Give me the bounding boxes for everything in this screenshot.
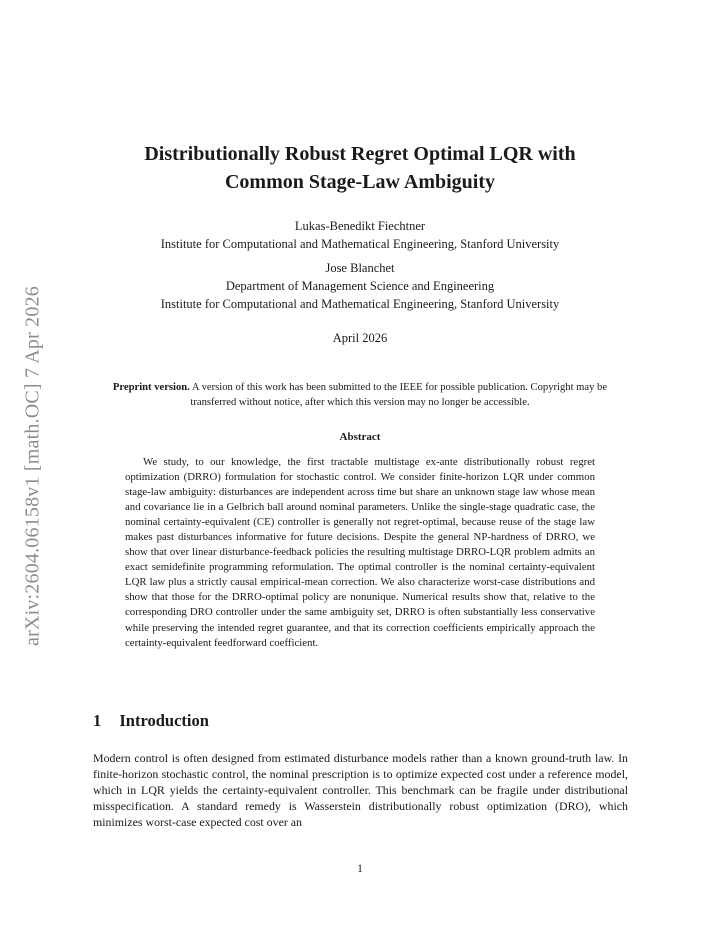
introduction-paragraph: Modern control is often designed from estimated disturbance models rather than a known ground-truth law. In finite-horizon stochastic control, the nominal prescription is to optimize expected cost under a reference model, which in LQR yields the certainty-equivalent controller. This benchmark can be fragile under distributional misspecification. A standard remedy is Wasserstein distributionally robust optimization (DRO), which minimizes worst-case expected cost over an xyxy=(93,751,628,829)
author-affiliation-1: Institute for Computational and Mathematical Engineering, Stanford University xyxy=(160,237,560,251)
preprint-notice-label: Preprint version. xyxy=(112,382,190,393)
author-name-2: Jose Blanchet xyxy=(325,261,395,275)
abstract-text: We study, to our knowledge, the first tractable multistage ex-ante distributionally robust regret optimization (DRRO) formulation for stochastic control. We consider finite-horizon LQR under common stage-law ambiguity: disturbances are independent across time but share an unknown stage law whose mean and covariance lie in a Gelbrich ball around nominal parameters. Unlike the single-stage quadratic case, the nominal certainty-equivalent (CE) controller is generally not regret-optimal, because reuse of the stage law makes past disturbances informative for future decisions. Despite the general NP-hardness of DRRO, we show that over linear disturbance-feedback policies the resulting multistage DRRO-LQR problem admits an exact semidefinite programming reformulation. The optimal controller is the nominal certainty-equivalent LQR law plus a strictly causal empirical-mean correction. We also characterize worst-case distributions and show that those for the DRRO-optimal policy are nonunique. Numerical results show that, relative to the corresponding DRO controller under the same ambiguity set, DRRO is often substantially less conservative while preserving the intended regret guarantee, and that its correction coefficients empirically approach the certainty-equivalent feedforward coefficient. xyxy=(125,456,595,649)
paper-title xyxy=(80,140,640,196)
arxiv-identifier-stamp: arXiv:2604.06158v1 [math.OC] 7 Apr 2026 xyxy=(21,286,44,646)
author-affiliation-2a: Department of Management Science and Engineering xyxy=(225,279,495,293)
title-line-1: Distributionally Robust Regret Optimal LQR with xyxy=(144,143,576,165)
preprint-notice-text: A version of this work has been submitted to the IEEE for possible publication. Copyright may be transferred without notice, after which this version may no longer be accessible. xyxy=(190,382,608,408)
title-line-2: Common Stage-Law Ambiguity xyxy=(224,171,495,193)
page-number: 1 xyxy=(357,863,363,875)
author-affiliation-2b: Institute for Computational and Mathematical Engineering, Stanford University xyxy=(160,297,560,311)
preprint-notice xyxy=(95,381,625,410)
section-heading xyxy=(93,711,209,731)
section-number: 1 xyxy=(93,711,102,730)
section-title: Introduction xyxy=(119,711,209,730)
author-name-1: Lukas-Benedikt Fiechtner xyxy=(294,219,426,233)
abstract-heading: Abstract xyxy=(339,431,381,443)
publication-date: April 2026 xyxy=(332,331,388,345)
